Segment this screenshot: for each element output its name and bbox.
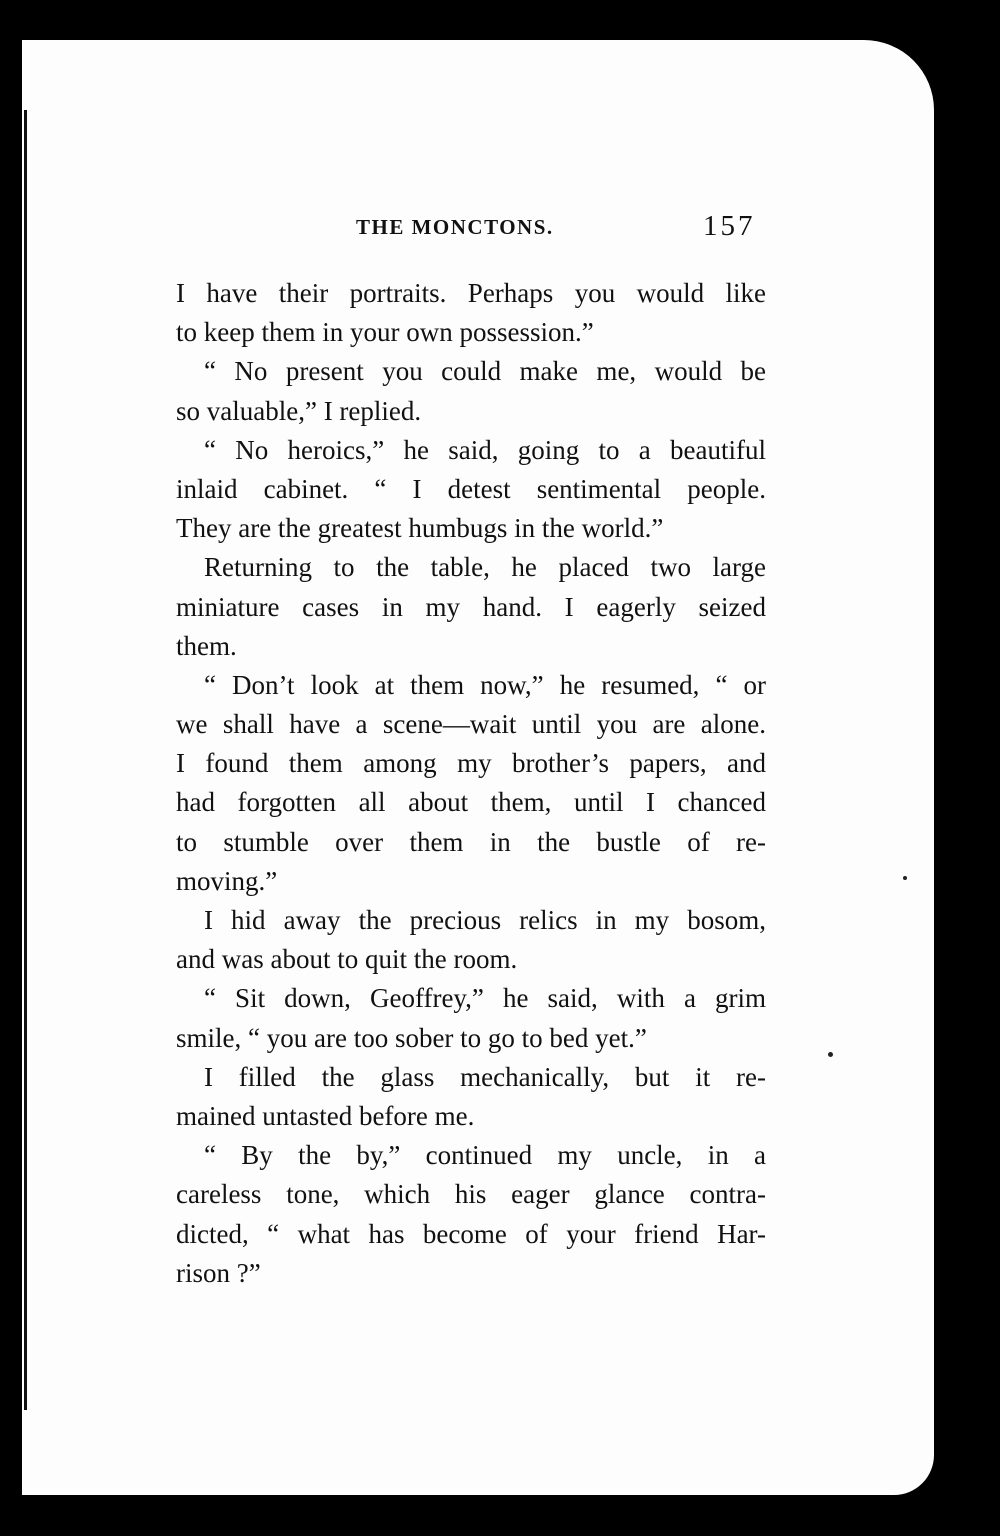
text-line: I have their portraits. Perhaps you would like	[176, 278, 766, 308]
text-line: I filled the glass mechanically, but it re-	[204, 1061, 766, 1092]
text-line: them.	[176, 630, 237, 661]
text-line: moving.”	[176, 865, 278, 896]
ink-speck	[828, 1052, 833, 1057]
text-line: inlaid cabinet. “ I detest sentimental people.	[176, 473, 766, 504]
text-line: careless tone, which his eager glance contra-	[176, 1179, 766, 1210]
text-line: rison ?”	[176, 1257, 261, 1288]
text-line: miniature cases in my hand. I eagerly seized	[176, 591, 766, 622]
text-line: “ No present you could make me, would be	[204, 356, 766, 387]
text-line: “ Sit down, Geoffrey,” he said, with a grim	[204, 983, 766, 1014]
text-line: dicted, “ what has become of your friend Har-	[176, 1218, 766, 1249]
text-line: They are the greatest humbugs in the world.”	[176, 513, 664, 544]
text-line: “ No heroics,” he said, going to a beautiful	[204, 434, 766, 465]
text-line: “ Don’t look at them now,” he resumed, “ or	[204, 669, 766, 700]
book-spine-shadow	[0, 40, 22, 1495]
text-line: and was about to quit the room.	[176, 944, 518, 975]
text-line: so valuable,” I replied.	[176, 395, 422, 426]
page-number: 157	[703, 210, 756, 242]
body-text	[176, 274, 766, 1293]
text-line: mained untasted before me.	[176, 1100, 475, 1131]
text-line: I found them among my brother’s papers, and	[176, 748, 766, 779]
text-line: to keep them in your own possession.”	[176, 317, 594, 348]
text-line: had forgotten all about them, until I chanced	[176, 787, 766, 818]
text-line: to stumble over them in the bustle of re-	[176, 826, 766, 857]
text-line: Returning to the table, he placed two large	[204, 552, 766, 583]
binding-edge	[24, 110, 27, 1410]
text-line: I hid away the precious relics in my bosom,	[204, 905, 766, 935]
text-line: we shall have a scene—wait until you are alone.	[176, 709, 766, 740]
text-line: smile, “ you are too sober to go to bed yet.”	[176, 1022, 647, 1053]
text-line: “ By the by,” continued my uncle, in a	[204, 1140, 766, 1171]
running-head: THE MONCTONS.	[356, 215, 554, 239]
ink-speck	[903, 876, 907, 880]
